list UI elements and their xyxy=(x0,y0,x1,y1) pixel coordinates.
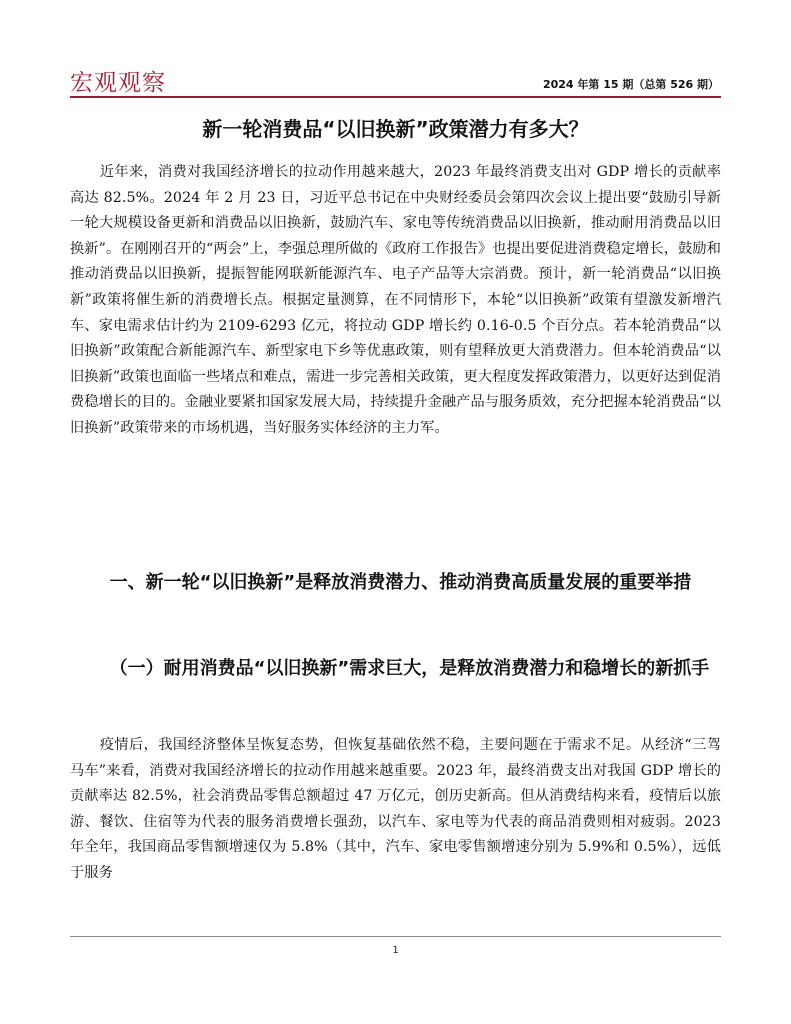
page-number: 1 xyxy=(392,945,399,956)
body-paragraph: 疫情后，我国经济整体呈恢复态势，但恢复基础依然不稳，主要问题在于需求不足。从经济“三驾马车”来看，消费对我国经济增长的拉动作用越来越重要。2023 年，最终消费支出对我国 GDP 增长的贡献率达 82.5%，社会消费品零售总额超过 47 万亿元，创历史新高。但从消费结构来看，疫情后以旅游、餐饮、住宿等为代表的服务消费增长强劲，以汽车、家电等为代表的商品消费则相对疲弱。2023 年全年，我国商品零售额增速仅为 5.8%（其中，汽车、家电零售额增速分别为 5.9%和 0.5%），远低于服务 xyxy=(70,737,721,881)
subsection-heading-1: （一）耐用消费品“以旧换新”需求巨大，是释放消费潜力和稳增长的新抓手 xyxy=(109,658,710,679)
page-header xyxy=(70,62,721,98)
section-heading-1: 一、新一轮“以旧换新”是释放消费潜力、推动消费高质量发展的重要举措 xyxy=(109,572,692,593)
issue-number: 2024 年第 15 期（总第 526 期） xyxy=(542,78,719,91)
intro-paragraph: 近年来，消费对我国经济增长的拉动作用越来越大，2023 年最终消费支出对 GDP 增长的贡献率高达 82.5%。2024 年 2 月 23 日，习近平总书记在中央财经委员会第四次会议上提出要“鼓励引导新一轮大规模设备更新和消费品以旧换新，鼓励汽车、家电等传统消费品以旧换新，推动耐用消费品以旧换新”。在刚刚召开的“两会”上，李强总理所做的《政府工作报告》也提出要促进消费稳定增长，鼓励和推动消费品以旧换新，提振智能网联新能源汽车、电子产品等大宗消费。预计，新一轮消费品“以旧换新”政策将催生新的消费增长点。根据定量测算，在不同情形下，本轮“以旧换新”政策有望激发新增汽车、家电需求估计约为 2109-6293 亿元，将拉动 GDP 增长约 0.16-0.5 个百分点。若本轮消费品“以旧换新”政策配合新能源汽车、新型家电下乡等优惠政策，则有望释放更大消费潜力。但本轮消费品“以旧换新”政策也面临一些堵点和难点，需进一步完善相关政策，更大程度发挥政策潜力，以更好达到促消费稳增长的目的。金融业要紧扣国家发展大局，持续提升金融产品与服务质效，充分把握本轮消费品“以旧换新”政策带来的市场机遇，当好服务实体经济的主力军。 xyxy=(70,164,721,436)
article-title: 新一轮消费品“以旧换新”政策潜力有多大？ xyxy=(202,117,589,141)
footer-divider xyxy=(70,936,721,937)
brand-title: 宏观观察 xyxy=(70,70,166,96)
